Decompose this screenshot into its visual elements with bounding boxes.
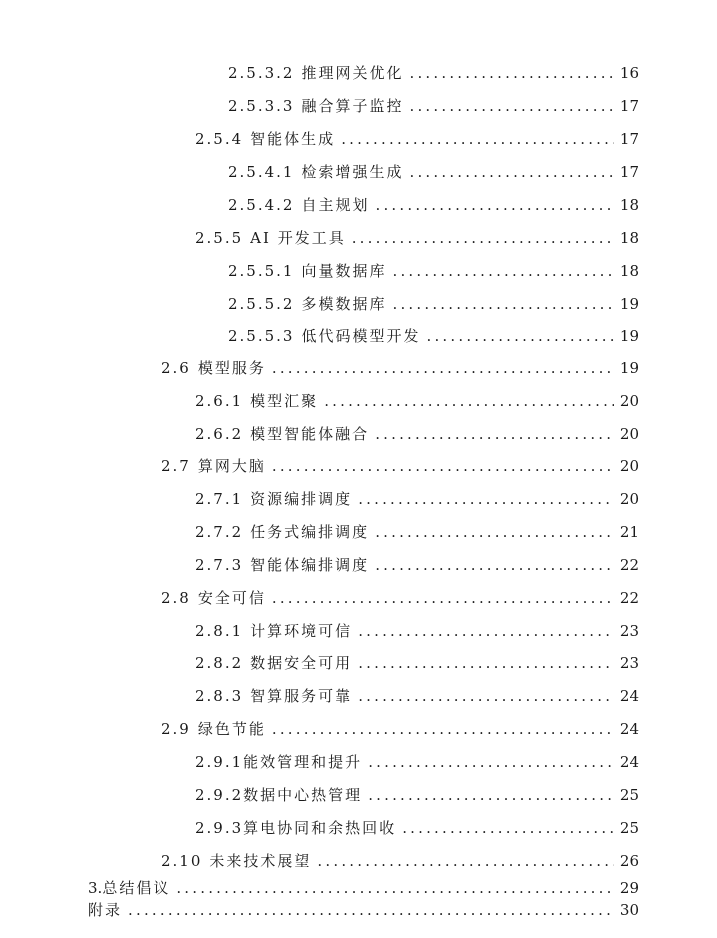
toc-entry-page: 20 <box>619 457 639 475</box>
toc-entry-title: 推理网关优化 <box>301 64 404 82</box>
toc-dot-leader <box>376 194 614 216</box>
toc-entry-title: 总结倡议 <box>102 879 171 897</box>
toc-entry-2-5-4-2[interactable] <box>228 194 639 216</box>
toc-dot-leader <box>358 620 614 642</box>
toc-dot-leader <box>272 455 614 477</box>
toc-entry-number: 2.6 <box>161 359 191 377</box>
toc-dot-leader <box>427 325 614 347</box>
toc-entry-title: AI 开发工具 <box>250 229 346 247</box>
toc-entry-number: 2.5.3.3 <box>228 97 295 115</box>
toc-entry-page: 25 <box>619 786 639 804</box>
toc-entry-number: 2.8.2 <box>195 654 244 672</box>
toc-entry-title: 能效管理和提升 <box>243 753 363 771</box>
toc-entry-title: 多模数据库 <box>301 295 387 313</box>
toc-dot-leader <box>358 685 614 707</box>
toc-dot-leader <box>317 850 613 872</box>
toc-entry-title: 安全可信 <box>197 589 266 607</box>
toc-entry-page: 29 <box>619 879 639 897</box>
toc-entry-page: 24 <box>619 753 639 771</box>
toc-dot-leader <box>272 357 614 379</box>
toc-entry-title: 任务式编排调度 <box>250 523 370 541</box>
toc-entry-page: 19 <box>619 359 639 377</box>
toc-entry-page: 22 <box>619 589 639 607</box>
toc-entry-number: 2.9.1 <box>195 753 244 771</box>
toc-entry-2-5-4[interactable] <box>195 128 639 150</box>
toc-dot-leader <box>352 227 614 249</box>
toc-entry-page: 18 <box>619 262 639 280</box>
toc-dot-leader <box>393 260 614 282</box>
toc-dot-leader <box>368 751 614 773</box>
toc-entry-number: 2.9.2 <box>195 786 244 804</box>
toc-entry-number: 2.7.2 <box>195 523 244 541</box>
toc-entry-2-5-5-3[interactable] <box>228 325 639 347</box>
toc-entry-2-5-3-2[interactable] <box>228 62 639 84</box>
toc-dot-leader <box>358 652 614 674</box>
toc-entry-title: 算网大脑 <box>197 457 266 475</box>
toc-entry-title: 向量数据库 <box>301 262 387 280</box>
toc-entry-number: 2.7 <box>161 457 191 475</box>
toc-entry-title: 数据安全可用 <box>250 654 353 672</box>
toc-entry-2-8-1[interactable] <box>195 620 639 642</box>
toc-entry-page: 17 <box>619 97 639 115</box>
toc-dot-leader <box>375 521 614 543</box>
toc-entry-title: 资源编排调度 <box>250 490 353 508</box>
toc-entry-number: 2.9 <box>161 720 191 738</box>
toc-entry-number: 2.5.5.3 <box>228 327 295 345</box>
toc-entry-number: 2.8.1 <box>195 622 244 640</box>
toc-entry-page: 23 <box>619 654 639 672</box>
toc-entry-title: 自主规划 <box>301 196 370 214</box>
toc-entry-page: 19 <box>619 327 639 345</box>
toc-dot-leader <box>410 161 614 183</box>
toc-entry-2-8[interactable] <box>161 587 639 609</box>
toc-entry-page: 23 <box>619 622 639 640</box>
toc-entry-title: 低代码模型开发 <box>301 327 421 345</box>
toc-entry-2-9[interactable] <box>161 718 639 740</box>
toc-entry-number: 2.5.4.2 <box>228 196 295 214</box>
toc-dot-leader <box>272 718 614 740</box>
toc-entry-page: 30 <box>619 901 639 919</box>
toc-dot-leader <box>272 587 614 609</box>
toc-entry-2-9-2[interactable] <box>195 784 639 806</box>
toc-entry-2-7-1[interactable] <box>195 488 639 510</box>
toc-entry-2-6[interactable] <box>161 357 639 379</box>
toc-entry-title: 智能体生成 <box>250 130 336 148</box>
toc-entry-title: 检索增强生成 <box>301 163 404 181</box>
toc-entry-page: 20 <box>619 490 639 508</box>
toc-dot-leader <box>393 293 614 315</box>
toc-entry-title: 智算服务可靠 <box>250 687 353 705</box>
toc-entry-page: 20 <box>619 392 639 410</box>
toc-entry-2-8-2[interactable] <box>195 652 639 674</box>
toc-entry-number: 2.5.5 <box>195 229 244 247</box>
toc-entry-page: 25 <box>619 819 639 837</box>
toc-dot-leader <box>358 488 614 510</box>
toc-entry-number: 2.7.1 <box>195 490 244 508</box>
toc-entry-2-5-4-1[interactable] <box>228 161 639 183</box>
toc-dot-leader <box>128 899 614 921</box>
toc-entry-number: 2.9.3 <box>195 819 244 837</box>
toc-entry-number: 2.5.4.1 <box>228 163 295 181</box>
toc-entry-2-9-1[interactable] <box>195 751 639 773</box>
toc-entry-page: 18 <box>619 196 639 214</box>
toc-entry-title: 模型智能体融合 <box>250 425 370 443</box>
toc-entry-page: 24 <box>619 687 639 705</box>
toc-entry-title: 数据中心热管理 <box>243 786 363 804</box>
toc-dot-leader <box>324 390 614 412</box>
toc-entry-page: 17 <box>619 130 639 148</box>
toc-entry-title: 模型汇聚 <box>250 392 319 410</box>
toc-entry-page: 21 <box>619 523 639 541</box>
toc-entry-title: 计算环境可信 <box>250 622 353 640</box>
toc-entry-title: 算电协同和余热回收 <box>243 819 397 837</box>
toc-entry-number: 2.8.3 <box>195 687 244 705</box>
toc-entry-2-8-3[interactable] <box>195 685 639 707</box>
toc-dot-leader <box>368 784 614 806</box>
toc-entry-2-7-3[interactable] <box>195 554 639 576</box>
toc-entry-number: 2.5.5.1 <box>228 262 295 280</box>
toc-entry-2-9-3[interactable] <box>195 817 639 839</box>
toc-entry-title: 模型服务 <box>197 359 266 377</box>
toc-entry-number: 2.7.3 <box>195 556 244 574</box>
toc-dot-leader <box>341 128 614 150</box>
toc-dot-leader <box>375 423 614 445</box>
toc-entry-title: 附录 <box>88 901 123 919</box>
toc-entry-number: 2.8 <box>161 589 191 607</box>
toc-entry-number: 3. <box>88 879 103 897</box>
toc-entry-title: 智能体编排调度 <box>250 556 370 574</box>
toc-entry-page: 18 <box>619 229 639 247</box>
toc-entry-2-5-5-1[interactable] <box>228 260 639 282</box>
toc-entry-2-5-5-2[interactable] <box>228 293 639 315</box>
toc-entry-2-5-5[interactable] <box>195 227 639 249</box>
toc-dot-leader <box>410 95 614 117</box>
toc-entry-page: 17 <box>619 163 639 181</box>
toc-entry-number: 2.5.3.2 <box>228 64 295 82</box>
toc-dot-leader <box>176 877 614 899</box>
toc-entry-number: 2.5.4 <box>195 130 244 148</box>
toc-entry-number: 2.10 <box>161 852 203 870</box>
toc-entry-number: 2.6.1 <box>195 392 244 410</box>
toc-entry-3[interactable] <box>88 877 639 899</box>
toc-entry-page: 22 <box>619 556 639 574</box>
toc-dot-leader <box>410 62 614 84</box>
toc-entry-2-6-2[interactable] <box>195 423 639 445</box>
toc-entry-page: 26 <box>619 852 639 870</box>
toc-entry-page: 20 <box>619 425 639 443</box>
toc-entry-2-7-2[interactable] <box>195 521 639 543</box>
toc-entry-2-7[interactable] <box>161 455 639 477</box>
toc-entry-title: 融合算子监控 <box>301 97 404 115</box>
toc-entry-2-10[interactable] <box>161 850 639 872</box>
toc-entry-page: 19 <box>619 295 639 313</box>
toc-entry-appendix[interactable] <box>88 899 639 921</box>
toc-dot-leader <box>402 817 614 839</box>
toc-entry-page: 16 <box>619 64 639 82</box>
toc-entry-number: 2.5.5.2 <box>228 295 295 313</box>
toc-dot-leader <box>375 554 614 576</box>
toc-entry-2-5-3-3[interactable] <box>228 95 639 117</box>
toc-entry-number: 2.6.2 <box>195 425 244 443</box>
toc-entry-2-6-1[interactable] <box>195 390 639 412</box>
toc-entry-title: 未来技术展望 <box>209 852 312 870</box>
toc-entry-page: 24 <box>619 720 639 738</box>
toc-entry-title: 绿色节能 <box>197 720 266 738</box>
